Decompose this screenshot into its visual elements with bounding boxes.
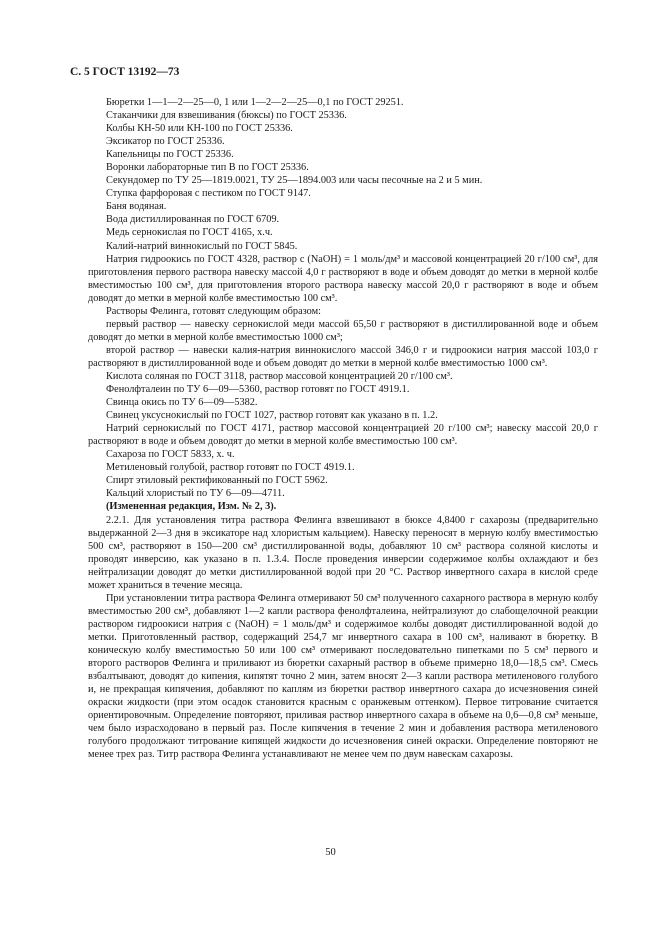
paragraph: Фенолфталеин по ТУ 6—09—5360, раствор готовят по ГОСТ 4919.1. xyxy=(106,384,410,396)
paragraph: Медь сернокислая по ГОСТ 4165, х.ч. xyxy=(106,227,273,239)
paragraph: Натрий сернокислый по ГОСТ 4171, раствор массовой концентрацией 20 г/100 см³; навеску массой 20,0 г растворяют в воде и объем доводят до метки в мерной колбе вместимостью 100 см³. xyxy=(88,423,598,448)
paragraph: Растворы Фелинга, готовят следующим образом: xyxy=(106,305,321,317)
paragraph: Воронки лабораторные тип В по ГОСТ 25336. xyxy=(106,162,309,174)
running-header: С. 5 ГОСТ 13192—73 xyxy=(70,66,180,78)
paragraph: Ступка фарфоровая с пестиком по ГОСТ 9147. xyxy=(106,188,311,200)
paragraph: Кальций хлористый по ТУ 6—09—4711. xyxy=(106,488,285,500)
paragraph: 2.2.1. Для установления титра раствора Фелинга взвешивают в бюксе 4,8400 г сахарозы (предварительно выдержанной 2—3 дня в эксикаторе над хлористым кальцием). Навеску переносят в мерную колбу вместимостью 500 см³, растворяют в 150—200 см³ дистиллированной воды, добавляют 10 см³ раствора соляной кислоты и проводят инверсию, как указано в п. 1.3.4. После проведения инверсии содержимое колбы охлаждают и без нейтрализации доводят до метки дистиллированной водой при 20 °С. Раствор инвертного сахара в кислой среде может храниться в течение месяца. xyxy=(88,514,598,591)
paragraph: Секундомер по ТУ 25—1819.0021, ТУ 25—1894.003 или часы песочные на 2 и 5 мин. xyxy=(106,175,483,187)
paragraph: первый раствор — навеску сернокислой меди массой 65,50 г растворяют в дистиллированной воде и объем доводят до метки в мерной колбе вместимостью 1000 см³; xyxy=(88,318,598,343)
paragraph: Свинец уксуснокислый по ГОСТ 1027, раствор готовят как указано в п. 1.2. xyxy=(106,410,438,422)
paragraph: Спирт этиловый ректификованный по ГОСТ 5962. xyxy=(106,475,328,487)
paragraph: Эксикатор по ГОСТ 25336. xyxy=(106,136,225,148)
paragraph: При установлении титра раствора Фелинга отмеривают 50 см³ полученного сахарного раствора в мерную колбу вместимостью 200 см³, добавляют 1—2 капли раствора фенолфталеина, нейтрализуют до слабощелочной реакции раствором гидроокиси натрия c (NaOH) = 1 моль/дм³ и содержимое колбы доводят дистиллированной водой до метки. Приготовленный раствор, содержащий 254,7 мг инвертного сахара в 100 см³, наливают в бюретку. В коническую колбу вместимостью 50 или 100 см³ отмеривают последовательно пипетками по 5 см³ первого и второго растворов Фелинга и приливают из бюретки сахарный раствор в объеме примерно 18,0—18,5 см³. Смесь взбалтывают, доводят до кипения, кипятят точно 2 мин, затем вносят 2—3 капли раствора метиленового голубого и, не прекращая кипячения, добавляют по каплям из бюретки раствор инвертного сахара до исчезновения синей окраски жидкости (при этом осадок становится красным с оранжевым оттенком). Первое титрование считается ориентировочным. Определение повторяют, приливая раствор инвертного сахара в объеме на 0,6—0,8 см³ меньше, чем было израсходовано в первый раз. После кипячения в течение 2 мин и добавления раствора метиленового голубого продолжают титрование кипящей жидкости до исчезновения синей окраски. Определение повторяют не менее трех раз. Титр раствора Фелинга устанавливают не менее чем по двум навескам сахарозы. xyxy=(88,592,598,761)
paragraph: Калий-натрий виннокислый по ГОСТ 5845. xyxy=(106,240,298,252)
paragraph: Капельницы по ГОСТ 25336. xyxy=(106,149,234,161)
paragraph: Вода дистиллированная по ГОСТ 6709. xyxy=(106,214,280,226)
amendment-note: (Измененная редакция, Изм. № 2, 3). xyxy=(106,501,277,513)
paragraph: второй раствор — навески калия-натрия виннокислого массой 346,0 г и гидроокиси натрия массой 103,0 г растворяют в дистиллированной воде и объем доводят до метки в мерной колбе вместимостью 1000 см³. xyxy=(88,344,598,369)
paragraph: Баня водяная. xyxy=(106,201,167,213)
paragraph: Свинца окись по ТУ 6—09—5382. xyxy=(106,397,258,409)
paragraph: Стаканчики для взвешивания (бюксы) по ГОСТ 25336. xyxy=(106,110,347,122)
paragraph: Натрия гидроокись по ГОСТ 4328, раствор c (NaOH) = 1 моль/дм³ и массовой концентрацией 20 г/100 см³, для приготовления первого раствора навеску массой 4,0 г растворяют в воде и объем доводят до метки в мерной колбе вместимостью 100 см³, для приготовления второго раствора навеску массой 20,0 г растворяют в воде и объем доводят до метки в мерной колбе вместимостью 100 см³. xyxy=(88,253,598,304)
paragraph: Бюретки 1—1—2—25—0, 1 или 1—2—2—25—0,1 по ГОСТ 29251. xyxy=(106,97,404,108)
document-body xyxy=(88,96,598,761)
page-number: 50 xyxy=(325,847,336,858)
paragraph: Метиленовый голубой, раствор готовят по ГОСТ 4919.1. xyxy=(106,462,355,474)
paragraph: Сахароза по ГОСТ 5833, х. ч. xyxy=(106,449,235,461)
paragraph: Кислота соляная по ГОСТ 3118, раствор массовой концентрацией 20 г/100 см³. xyxy=(106,370,453,382)
paragraph: Колбы КН-50 или КН-100 по ГОСТ 25336. xyxy=(106,123,293,135)
